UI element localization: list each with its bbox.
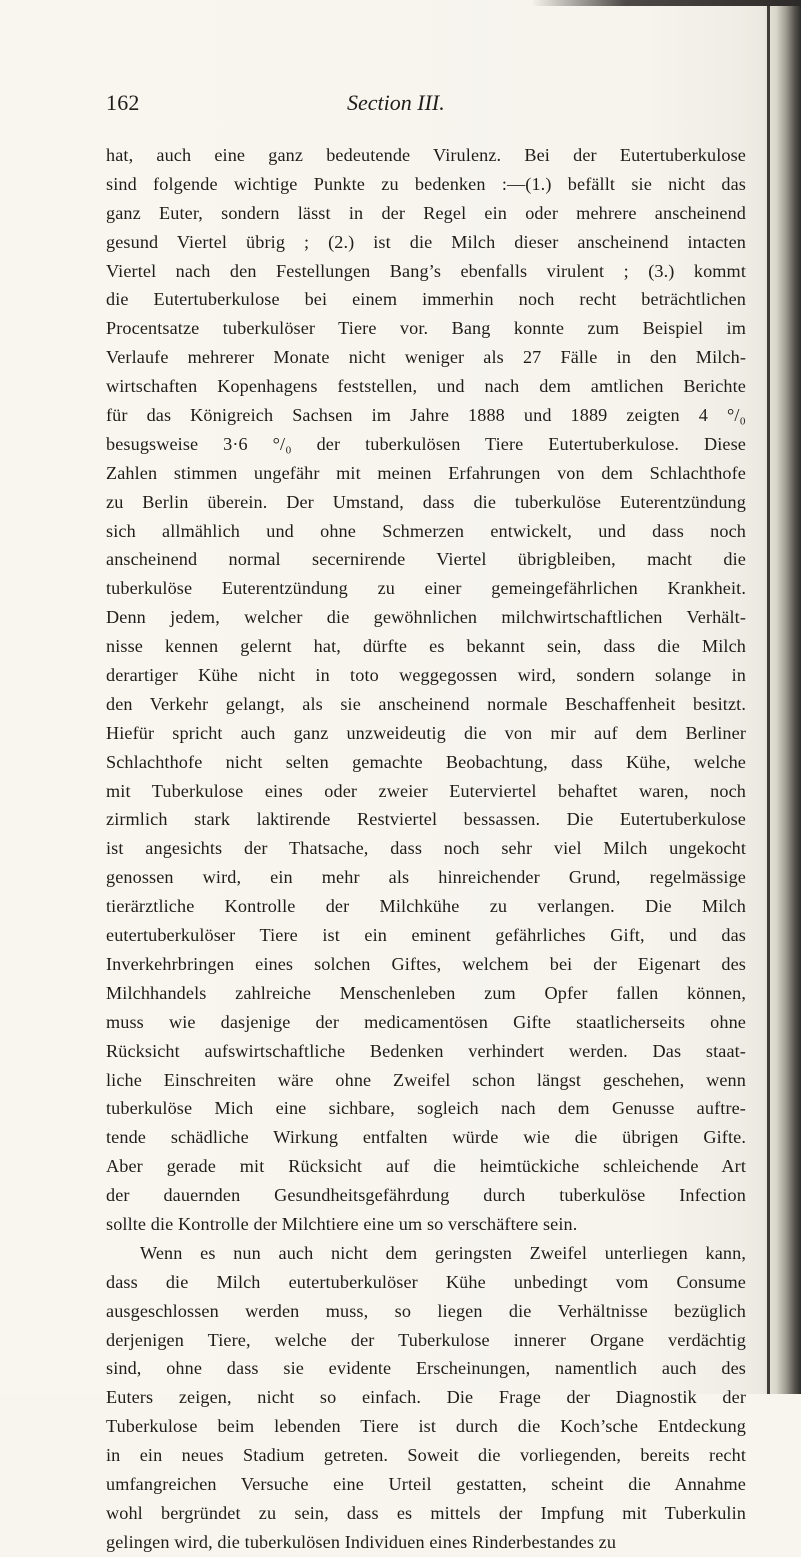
text-line: ganz Euter, sondern lässt in der Regel ein oder mehrere anscheinend <box>106 202 746 223</box>
text-line: umfangreichen Versuche eine Urteil gestatten, scheint die Annahme <box>106 1473 746 1494</box>
text-line: wirtschaften Kopenhagens feststellen, und nach dem amtlichen Berichte <box>106 376 746 397</box>
text-line: gelingen wird, die tuberkulösen Individuen eines Rinderbestandes zu <box>106 1531 617 1552</box>
text-line: für das Königreich Sachsen im Jahre 1888 und 1889 zeigten 4 °/₀ <box>106 405 746 426</box>
text-line: Wenn es nun auch nicht dem geringsten Zweifel unterliegen kann, <box>140 1242 746 1263</box>
binding-edge-line <box>767 0 770 1394</box>
text-line: in ein neues Stadium getreten. Soweit die vorliegenden, bereits recht <box>106 1445 746 1466</box>
page-header <box>106 89 746 117</box>
top-edge-shadow <box>531 0 801 6</box>
text-line: tuberkulöse Mich eine sichbare, sogleich nach dem Genusse auftre- <box>106 1098 746 1119</box>
text-line: anscheinend normal secernirende Viertel übrigbleiben, macht die <box>106 549 746 570</box>
text-line: sich allmählich und ohne Schmerzen entwickelt, und dass noch <box>106 520 746 541</box>
text-line: genossen wird, ein mehr als hinreichender Grund, regelmässige <box>106 867 746 888</box>
text-line: liche Einschreiten wäre ohne Zweifel schon längst geschehen, wenn <box>106 1069 746 1090</box>
text-line: ausgeschlossen werden muss, so liegen die Verhältnisse bezüglich <box>106 1300 746 1321</box>
text-line: Aber gerade mit Rücksicht auf die heimtückiche schleichende Art <box>106 1156 746 1177</box>
text-line: sind, ohne dass sie evidente Erscheinungen, namentlich auch des <box>106 1358 746 1379</box>
text-line: sind folgende wichtige Punkte zu bedenken :—(1.) befällt sie nicht das <box>106 173 746 194</box>
text-line: tuberkulöse Euterentzündung zu einer gemeingefährlichen Krankheit. <box>106 578 746 599</box>
text-line: nisse kennen gelernt hat, dürfte es bekannt sein, dass die Milch <box>106 636 746 657</box>
text-line: den Verkehr gelangt, als sie anscheinend normale Beschaffenheit besitzt. <box>106 693 746 714</box>
text-line: zirmlich stark laktirende Restviertel bessassen. Die Eutertuberkulose <box>106 809 746 830</box>
text-line: mit Tuberkulose eines oder zweier Euterviertel behaftet waren, noch <box>106 780 746 801</box>
page-number: 162 <box>106 90 140 115</box>
text-line: tende schädliche Wirkung entfalten würde wie die übrigen Gifte. <box>106 1127 746 1148</box>
body-text <box>106 141 746 1557</box>
text-line: muss wie dasjenige der medicamentösen Gifte staatlicherseits ohne <box>106 1011 746 1032</box>
text-line: Euters zeigen, nicht so einfach. Die Frage der Diagnostik der <box>106 1387 746 1408</box>
text-line: eutertuberkulöser Tiere ist ein eminent gefährliches Gift, und das <box>106 925 746 946</box>
text-line: Denn jedem, welcher die gewöhnlichen milchwirtschaftlichen Verhält- <box>106 607 746 628</box>
section-heading: Section III. <box>347 90 445 115</box>
text-line: derartiger Kühe nicht in toto weggegossen wird, sondern solange in <box>106 665 746 686</box>
text-line: Rücksicht aufswirtschaftliche Bedenken verhindert werden. Das staat- <box>106 1040 746 1061</box>
text-line: hat, auch eine ganz bedeutende Virulenz. Bei der Eutertuberkulose <box>106 145 746 165</box>
text-line: die Eutertuberkulose bei einem immerhin noch recht beträchtlichen <box>106 289 746 310</box>
text-line: tierärztliche Kontrolle der Milchkühe zu verlangen. Die Milch <box>106 896 746 917</box>
text-line: Inverkehrbringen eines solchen Giftes, welchem bei der Eigenart des <box>106 953 746 974</box>
text-line: Zahlen stimmen ungefähr mit meinen Erfahrungen von dem Schlachthofe <box>106 462 746 483</box>
text-line: Procentsatze tuberkulöser Tiere vor. Bang konnte zum Beispiel im <box>106 318 746 339</box>
text-line: Hiefür spricht auch ganz unzweideutig die von mir auf dem Berliner <box>106 722 746 743</box>
text-line: besugsweise 3·6 °/₀ der tuberkulösen Tiere Eutertuberkulose. Diese <box>106 433 746 454</box>
text-line: wohl bergründet zu sein, dass es mittels der Impfung mit Tuberkulin <box>106 1502 746 1523</box>
text-line: Verlaufe mehrerer Monate nicht weniger als 27 Fälle in den Milch- <box>106 347 746 368</box>
text-line: Schlachthofe nicht selten gemachte Beobachtung, dass Kühe, welche <box>106 751 746 772</box>
text-line: sollte die Kontrolle der Milchtiere eine um so verschäftere sein. <box>106 1213 578 1234</box>
text-line: gesund Viertel übrig ; (2.) ist die Milch dieser anscheinend intacten <box>106 231 746 252</box>
text-line: dass die Milch eutertuberkulöser Kühe unbedingt vom Consume <box>106 1271 746 1292</box>
text-line: derjenigen Tiere, welche der Tuberkulose innerer Organe verdächtig <box>106 1329 746 1350</box>
text-line: zu Berlin überein. Der Umstand, dass die tuberkulöse Euterentzündung <box>106 491 746 512</box>
text-line: der dauernden Gesundheitsgefährdung durch tuberkulöse Infection <box>106 1185 746 1206</box>
text-line: ist angesichts der Thatsache, dass noch sehr viel Milch ungekocht <box>106 838 746 859</box>
text-line: Viertel nach den Festellungen Bang’s ebenfalls virulent ; (3.) kommt <box>106 260 746 281</box>
text-line: Tuberkulose beim lebenden Tiere ist durch die Koch’sche Entdeckung <box>106 1416 746 1437</box>
text-line: Milchhandels zahlreiche Menschenleben zum Opfer fallen können, <box>106 982 746 1003</box>
